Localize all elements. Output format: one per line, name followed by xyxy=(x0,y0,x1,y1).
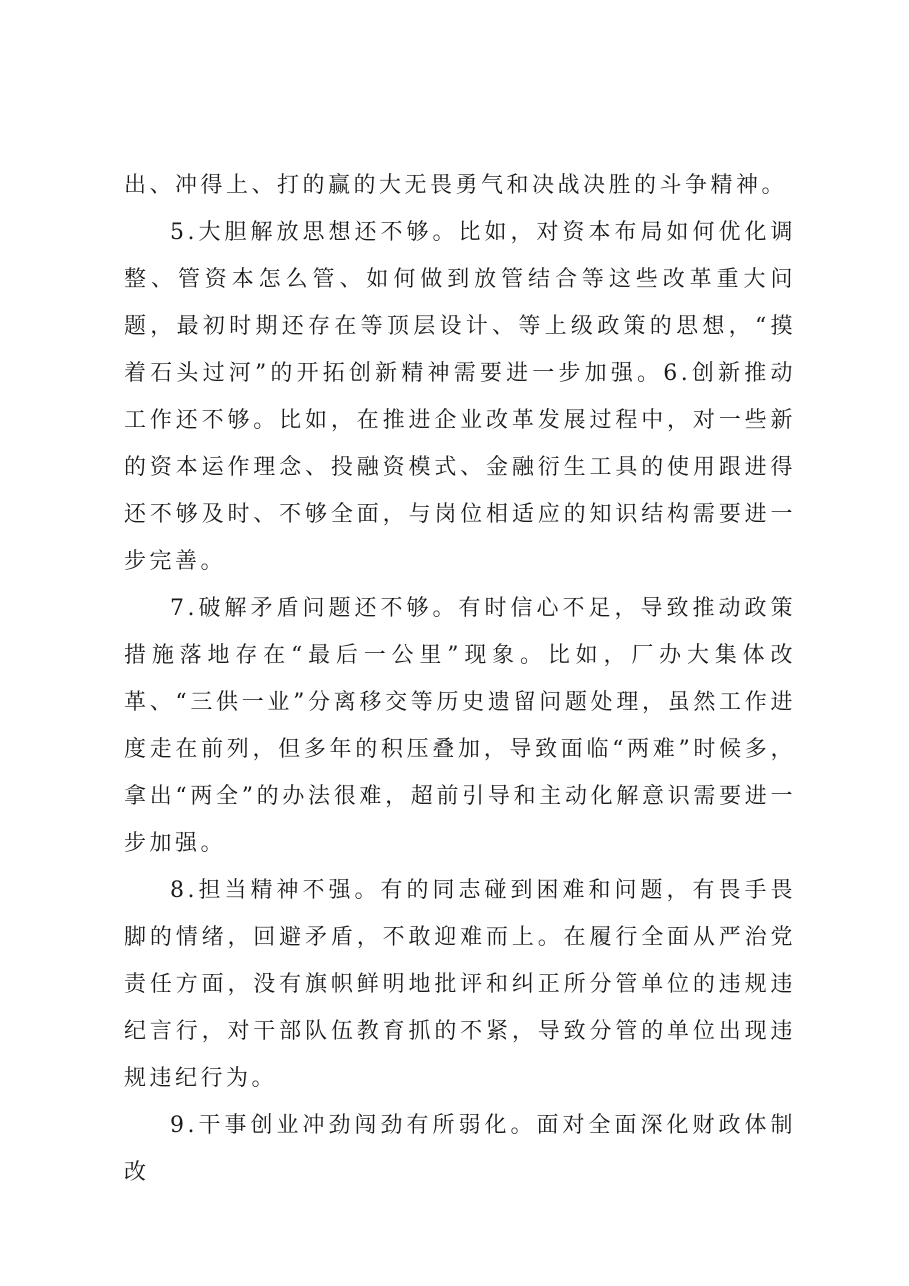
document-body xyxy=(124,162,796,1196)
paragraph-continuation: 出、冲得上、打的赢的大无畏勇气和决战决胜的斗争精神。 xyxy=(124,173,788,198)
paragraph-item-5-6: 5.大胆解放思想还不够。比如，对资本布局如何优化调整、管资本怎么管、如何做到放管结合等这些改革重大问题，最初时期还存在等顶层设计、等上级政策的思想，“摸着石头过河”的开拓创新精神需要进一步加强。6.创新推动工作还不够。比如，在推进企业改革发展过程中，对一些新的资本运作理念、投融资模式、金融衍生工具的使用跟进得还不够及时、不够全面，与岗位相适应的知识结构需要进一步完善。 xyxy=(124,220,796,574)
paragraph-item-7: 7.破解矛盾问题还不够。有时信心不足，导致推动政策措施落地存在“最后一公里”现象。比如，厂办大集体改革、“三供一业”分离移交等历史遗留问题处理，虽然工作进度走在前列，但多年的积压叠加，导致面临“两难”时候多，拿出“两全”的办法很难，超前引导和主动化解意识需要进一步加强。 xyxy=(124,596,796,856)
paragraph-item-8: 8.担当精神不强。有的同志碰到困难和问题，有畏手畏脚的情绪，回避矛盾，不敢迎难而上。在履行全面从严治党责任方面，没有旗帜鲜明地批评和纠正所分管单位的违规违纪言行，对干部队伍教育抓的不紧，导致分管的单位出现违规违纪行为。 xyxy=(124,878,796,1091)
paragraph-item-9: 9.干事创业冲劲闯劲有所弱化。面对全面深化财政体制改 xyxy=(124,1113,796,1185)
